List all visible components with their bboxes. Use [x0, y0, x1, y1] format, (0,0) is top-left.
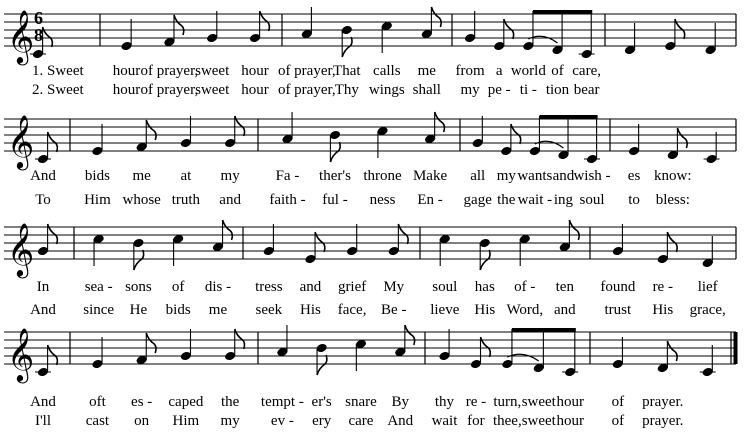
lyric-syllable: sons: [125, 279, 152, 295]
lyric-syllable: my: [220, 168, 240, 184]
lyric-syllable: My: [383, 279, 405, 295]
note: [301, 7, 313, 39]
note: [628, 124, 640, 156]
note: [624, 23, 636, 55]
lyric-syllable: tion: [545, 82, 570, 98]
lyric-syllable: ev -: [270, 413, 294, 429]
note: [438, 329, 450, 361]
lyric-syllable: from: [455, 63, 485, 79]
lyric-syllable: tempt -: [260, 394, 304, 410]
lyric-syllable: ful -: [322, 192, 348, 208]
lyric-syllable: my: [220, 413, 240, 429]
note: [376, 126, 388, 158]
lyric-syllable: turn,: [493, 394, 522, 410]
note: [667, 128, 688, 160]
lyric-syllable: 1. Sweet: [32, 63, 84, 79]
lyric-syllable: ness: [369, 192, 396, 208]
lyric-syllable: soul: [579, 192, 605, 208]
lyric-syllable: me: [132, 168, 151, 184]
note: [464, 11, 476, 43]
lyric-syllable: throne: [363, 168, 402, 184]
lyric-syllable: of prayer,: [277, 82, 336, 98]
lyric-syllable: soul: [432, 279, 458, 295]
staff-system: [4, 325, 738, 429]
lyric-syllable: Him: [172, 413, 200, 429]
note: [132, 238, 144, 270]
lyric-syllable: tress: [255, 279, 283, 295]
lyric-syllable: His: [300, 302, 321, 318]
lyric-syllable: es -: [131, 394, 153, 410]
lyric-syllable: lieve: [430, 302, 460, 318]
lyric-syllable: thee,: [492, 413, 522, 429]
note: [263, 224, 275, 256]
lyric-syllable: pe -: [487, 82, 511, 98]
lyric-syllable: of: [611, 413, 625, 429]
lyric-syllable: sweet: [195, 82, 230, 98]
note: [394, 325, 415, 357]
note: [212, 220, 233, 252]
lyric-syllable: seek: [255, 302, 283, 318]
lyric-syllable: and: [299, 279, 322, 295]
lyric-syllable: I'll: [34, 413, 52, 429]
lyric-syllable: es: [627, 168, 641, 184]
lyric-syllable: me: [208, 302, 228, 318]
lyric-syllable: ing: [553, 192, 574, 208]
lyric-syllable: at: [180, 168, 192, 184]
lyric-syllable: And: [30, 394, 56, 410]
lyric-syllable: a: [495, 63, 503, 79]
lyric-syllable: truth: [171, 192, 201, 208]
lyric-syllable: world: [510, 63, 546, 79]
treble-clef-icon: 𝄞: [7, 114, 35, 168]
lyric-syllable: In: [36, 279, 50, 295]
lyric-syllable: sweet: [521, 394, 556, 410]
note: [180, 116, 192, 148]
lyric-syllable: to: [628, 192, 640, 208]
lyric-syllable: of prayer,: [277, 63, 336, 79]
lyric-syllable: wings: [368, 82, 405, 98]
note: [35, 345, 57, 377]
lyric-syllable: ti -: [519, 82, 537, 98]
lyric-syllable: the: [220, 394, 240, 410]
lyric-syllable: my: [460, 82, 480, 98]
lyric-syllable: for: [467, 413, 485, 429]
note: [92, 234, 104, 266]
beam: [512, 328, 576, 332]
lyric-syllable: 2. Sweet: [32, 82, 84, 98]
lyric-syllable: gage: [463, 192, 492, 208]
note: [206, 11, 218, 43]
beam: [539, 115, 597, 119]
note: [381, 21, 393, 53]
lyric-syllable: since: [83, 302, 115, 318]
lyric-syllable: hour: [556, 394, 584, 410]
lyric-syllable: hour: [241, 63, 269, 79]
lyric-syllable: caped: [168, 394, 204, 410]
lyric-syllable: prayer.: [642, 413, 684, 429]
lyric-syllable: of prayer,: [140, 63, 199, 79]
note: [276, 325, 288, 357]
note: [35, 132, 57, 164]
lyric-syllable: and: [219, 192, 241, 208]
note: [329, 130, 341, 162]
beam: [533, 10, 592, 14]
lyric-syllable: cast: [85, 413, 110, 429]
lyric-syllable: sea -: [84, 279, 113, 295]
note: [704, 23, 716, 55]
lyric-syllable: Him: [84, 192, 111, 208]
note: [91, 124, 103, 156]
lyric-syllable: wait: [431, 413, 458, 429]
lyric-syllable: bear: [573, 82, 600, 98]
lyric-syllable: of prayer,: [140, 82, 199, 98]
lyric-syllable: sweet: [195, 63, 230, 79]
lyric-syllable: hour: [241, 82, 269, 98]
note: [519, 234, 531, 266]
lyric-syllable: and: [552, 168, 575, 184]
lyric-syllable: His: [474, 302, 496, 318]
lyric-syllable: calls: [373, 63, 401, 79]
lyric-syllable: er's: [311, 394, 332, 410]
note: [281, 112, 293, 144]
note: [472, 116, 484, 148]
lyric-syllable: sweet: [521, 413, 556, 429]
note: [700, 345, 716, 377]
note: [557, 116, 569, 160]
lyric-syllable: of: [171, 279, 185, 295]
note: [424, 112, 445, 144]
note: [529, 116, 541, 156]
note: [172, 234, 184, 266]
lyric-syllable: faith -: [269, 192, 306, 208]
lyric-syllable: found: [600, 279, 636, 295]
lyric-syllable: my: [496, 168, 516, 184]
lyric-syllable: of: [611, 394, 625, 410]
lyric-syllable: oft: [89, 394, 106, 410]
lyric-syllable: me: [417, 63, 436, 79]
lyric-syllable: And: [387, 413, 414, 429]
treble-clef-icon: 𝄞: [7, 327, 35, 381]
note: [91, 337, 103, 369]
lyric-syllable: grace,: [689, 302, 726, 318]
time-signature-top: 6: [34, 8, 43, 28]
lyric-syllable: prayer.: [642, 394, 684, 410]
lyric-syllable: lief: [697, 279, 718, 295]
staff-system: [4, 7, 736, 98]
note: [120, 19, 132, 51]
note: [479, 238, 491, 270]
lyric-syllable: To: [35, 192, 51, 208]
lyric-syllable: shall: [412, 82, 441, 98]
note: [612, 224, 624, 256]
lyric-syllable: wish -: [573, 168, 611, 184]
lyric-syllable: trust: [604, 302, 632, 318]
lyric-syllable: re -: [652, 279, 673, 295]
lyric-syllable: hour: [556, 413, 584, 429]
note: [657, 341, 678, 373]
lyric-syllable: hour: [112, 63, 141, 79]
staff-system: [4, 112, 736, 208]
note: [346, 224, 358, 256]
lyric-syllable: bids: [165, 302, 191, 318]
staff-system: [4, 220, 736, 318]
time-signature-bottom: 8: [34, 25, 43, 45]
lyric-syllable: bless:: [655, 192, 690, 208]
lyric-syllable: Thy: [334, 82, 359, 98]
note: [551, 11, 563, 55]
lyric-syllable: care: [348, 413, 374, 429]
note: [702, 236, 714, 268]
lyric-syllable: grief: [337, 279, 367, 295]
lyric-syllable: and: [553, 302, 576, 318]
lyric-syllable: on: [134, 413, 150, 429]
lyric-syllable: He: [129, 302, 148, 318]
note: [579, 11, 595, 59]
lyric-syllable: By: [391, 394, 410, 410]
lyric-syllable: re -: [465, 394, 487, 410]
lyric-syllable: Be -: [381, 302, 407, 318]
lyric-syllable: wants: [517, 168, 553, 184]
lyric-syllable: care,: [572, 63, 601, 79]
lyric-syllable: thy: [434, 394, 455, 410]
note: [559, 220, 580, 252]
note: [341, 25, 353, 57]
note: [135, 120, 156, 152]
lyric-syllable: of -: [514, 279, 536, 295]
lyric-syllable: Make: [412, 168, 448, 184]
lyric-syllable: ther's: [319, 168, 351, 184]
note: [355, 339, 367, 371]
lyric-syllable: And: [30, 302, 56, 318]
note: [315, 343, 327, 375]
treble-clef-icon: 𝄞: [7, 9, 35, 63]
lyric-syllable: hour: [112, 82, 141, 98]
note: [522, 11, 534, 51]
lyric-syllable: has: [474, 279, 495, 295]
lyric-syllable: snare: [345, 394, 377, 410]
note: [584, 116, 600, 164]
lyric-syllable: ten: [555, 279, 574, 295]
lyric-syllable: dis -: [204, 279, 232, 295]
note: [562, 329, 578, 377]
note: [612, 337, 624, 369]
note: [501, 329, 513, 369]
lyric-syllable: bids: [84, 168, 110, 184]
lyric-syllable: Fa -: [275, 168, 300, 184]
note: [533, 329, 545, 373]
lyric-syllable: of: [551, 63, 564, 79]
note: [135, 333, 156, 365]
lyric-syllable: ery: [312, 413, 332, 429]
note: [421, 7, 442, 39]
note: [704, 132, 720, 164]
lyric-syllable: Word,: [506, 302, 544, 318]
final-barline: [734, 332, 738, 364]
lyric-syllable: And: [30, 168, 56, 184]
note: [439, 234, 451, 266]
lyric-syllable: whose: [122, 192, 161, 208]
lyric-syllable: wait -: [517, 192, 553, 208]
lyric-syllable: know:: [654, 168, 692, 184]
note: [163, 15, 184, 47]
note: [180, 329, 192, 361]
treble-clef-icon: 𝄞: [7, 222, 35, 276]
lyric-syllable: That: [333, 63, 361, 79]
lyric-syllable: face,: [337, 302, 367, 318]
lyric-syllable: the: [497, 192, 516, 208]
lyric-syllable: En -: [417, 192, 443, 208]
lyric-syllable: all: [470, 168, 486, 184]
lyric-syllable: His: [652, 302, 674, 318]
